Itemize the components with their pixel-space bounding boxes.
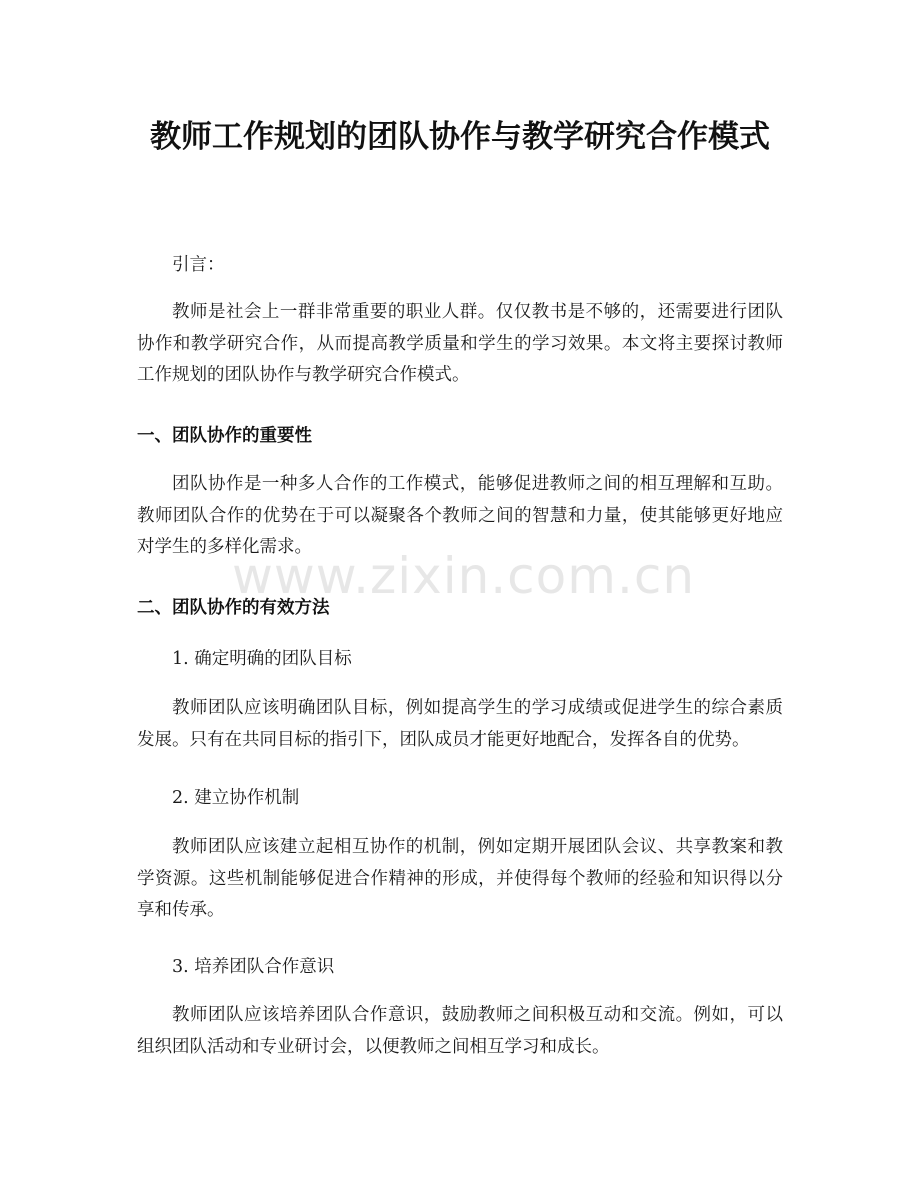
section-1-paragraph: 团队协作是一种多人合作的工作模式，能够促进教师之间的相互理解和互助。教师团队合作的优势在于可以凝聚各个教师之间的智慧和力量，使其能够更好地应对学生的多样化需求。 (137, 474, 783, 557)
subsection-1-paragraph: 教师团队应该明确团队目标，例如提高学生的学习成绩或促进学生的综合素质发展。只有在共同目标的指引下，团队成员才能更好地配合，发挥各自的优势。 (137, 698, 783, 750)
intro-paragraph: 教师是社会上一群非常重要的职业人群。仅仅教书是不够的，还需要进行团队协作和教学研究合作，从而提高教学质量和学生的学习效果。本文将主要探讨教师工作规划的团队协作与教学研究合作模式。 (137, 302, 783, 385)
subsection-2-paragraph: 教师团队应该建立起相互协作的机制，例如定期开展团队会议、共享教案和教学资源。这些机制能够促进合作精神的形成，并使得每个教师的经验和知识得以分享和传承。 (137, 837, 783, 920)
subsection-title-1: 1. 确定明确的团队目标 (172, 649, 352, 669)
subsection-3-paragraph: 教师团队应该培养团队合作意识，鼓励教师之间积极互动和交流。例如，可以组织团队活动和专业研讨会，以便教师之间相互学习和成长。 (137, 1005, 783, 1057)
intro-label: 引言： (172, 255, 225, 275)
subsection-title-3: 3. 培养团队合作意识 (172, 957, 335, 977)
document-title: 教师工作规划的团队协作与教学研究合作模式 (150, 119, 770, 155)
section-heading-1: 一、团队协作的重要性 (137, 426, 312, 446)
subsection-title-2: 2. 建立协作机制 (172, 788, 300, 808)
section-heading-2: 二、团队协作的有效方法 (137, 598, 330, 618)
watermark: www.zixin.com.cn (232, 547, 696, 605)
